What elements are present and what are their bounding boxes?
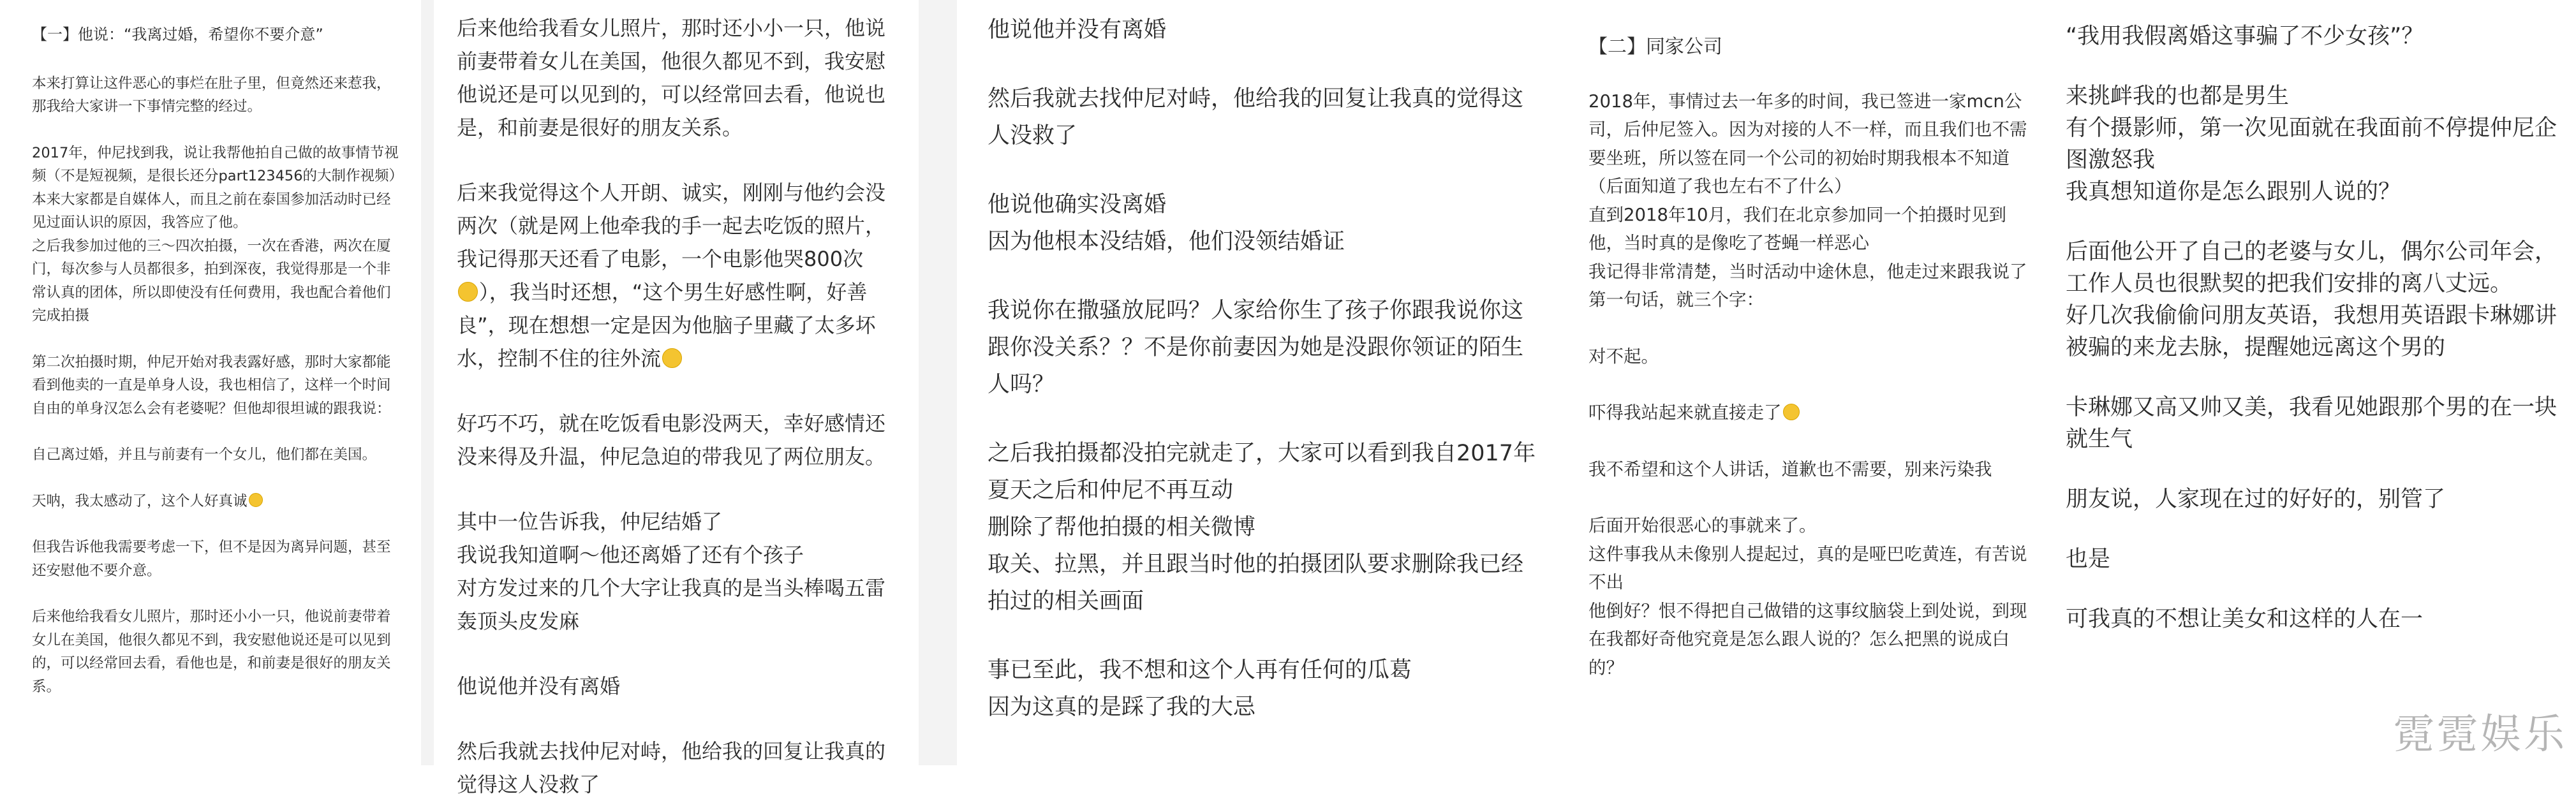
- note-panel-2: [434, 0, 919, 797]
- paragraph: 事已至此，我不想和这个人再有任何的瓜葛 因为这真的是踩了我的大忌: [988, 658, 1412, 720]
- paragraph: 然后我就去找仲尼对峙，他给我的回复让我真的觉得这人没救了: [457, 739, 886, 797]
- note-panel-1: [0, 0, 421, 765]
- paragraph: 他说他并没有离婚: [457, 674, 621, 698]
- section-title: 【一】他说：“我离过婚，希望你不要介意”: [32, 26, 323, 43]
- paragraph: 他说他并没有离婚: [988, 17, 1167, 43]
- section-title: 【二】同家公司: [1588, 36, 1722, 58]
- grin-emoji-icon: [458, 282, 478, 302]
- paragraph: 之后我拍摄都没拍完就走了，大家可以看到我自2017年夏天之后和仲尼不再互动 删除了帮他拍摄的相关微博 取关、拉黑，并且跟当时他的拍摄团队要求删除我已经拍过的相关画面: [988, 441, 1536, 614]
- watermark: 霓霓娱乐: [2394, 711, 2567, 758]
- note-panel-3: [957, 0, 1563, 765]
- paragraph-text: ），我当时还想，“这个男生好感性啊，好善良”，现在想想一定是因为他脑子里藏了太多坏水，控制不住的往外流: [457, 280, 876, 371]
- paragraph: “我用我假离婚这事骗了不少女孩”？: [2066, 24, 2424, 49]
- paragraph: 卡琳娜又高又帅又美，我看见她跟那个男的在一块就生气: [2066, 395, 2557, 452]
- paragraph: 也是: [2066, 547, 2111, 572]
- paragraph-text: 后来我觉得这个人开朗、诚实，刚刚与他约会没两次（就是网上他牵我的手一起去吃饭的照片，我记得那天还看了电影，一个电影他哭800次: [457, 180, 886, 271]
- panel-divider: [421, 0, 434, 765]
- paragraph-with-emoji: [32, 490, 403, 513]
- paragraph: 朋友说，人家现在过的好好的，别管了: [2066, 487, 2446, 512]
- note-panel-4: [1563, 0, 2048, 765]
- paragraph: 对不起。: [1588, 346, 1659, 367]
- paragraph: 本来打算让这件恶心的事烂在肚子里，但竟然还来惹我，那我给大家讲一下事情完整的经过。: [32, 75, 391, 115]
- note-panel-5: [2048, 0, 2576, 765]
- grin-emoji-icon: [249, 493, 263, 507]
- paragraph-with-emoji: [1588, 399, 2030, 427]
- paragraph: 但我告诉他我需要考虑一下，但不是因为离异问题，甚至还安慰他不要介意。: [32, 539, 391, 579]
- paragraph: 后面开始很恶心的事就来了。 这件事我从未像别人提起过，真的是哑巴吃黄连，有苦说不出 他倒好？恨不得把自己做错的这事纹脑袋上到处说，到现在我都好奇他究竟是怎么跟人说的？怎么把黑的说成白的？: [1588, 515, 2027, 678]
- paragraph: 我不希望和这个人讲话，道歉也不需要，别来污染我: [1588, 459, 1992, 480]
- paragraph-with-emoji: [457, 176, 899, 375]
- panel-divider: [919, 0, 957, 765]
- paragraph: 来挑衅我的也都是男生 有个摄影师，第一次见面就在我面前不停提仲尼企图激怒我 我真想知道你是怎么跟别人说的？: [2066, 84, 2557, 205]
- paragraph: 2018年，事情过去一年多的时间，我已签进一家mcn公司，后仲尼签入。因为对接的人不一样，而且我们也不需要坐班，所以签在同一个公司的初始时期我根本不知道 （后面知道了我也左右不了什么） 直到2018年10月，我们在北京参加同一个拍摄时见到他，当时真的是像吃了苍蝇一样恶心 我记得非常清楚，当时活动中途休息，他走过来跟我说了第一句话，就三个字：: [1588, 91, 2027, 310]
- paragraph: 可我真的不想让美女和这样的人在一: [2066, 606, 2424, 632]
- paragraph-text: 吓得我站起来就直接走了: [1588, 402, 1782, 423]
- paragraph: 我说你在撒骚放屁吗？人家给你生了孩子你跟我说你这跟你没关系？？不是你前妻因为她是没跟你领证的陌生人吗？: [988, 298, 1524, 397]
- paragraph: 后面他公开了自己的老婆与女儿，偶尔公司年会，工作人员也很默契的把我们安排的离八丈远。 好几次我偷偷问朋友英语，我想用英语跟卡琳娜讲被骗的来龙去脉，提醒她远离这个男的: [2066, 239, 2557, 360]
- paragraph: 然后我就去找仲尼对峙，他给我的回复让我真的觉得这人没救了: [988, 86, 1524, 149]
- paragraph: 好巧不巧，就在吃饭看电影没两天，幸好感情还没来得及升温，仲尼急迫的带我见了两位朋友。: [457, 411, 886, 469]
- paragraph: 他说他确实没离婚 因为他根本没结婚，他们没领结婚证: [988, 192, 1345, 254]
- paragraph-text: 天呐，我太感动了，这个人好真诚: [32, 492, 248, 510]
- paragraph: 第二次拍摄时期，仲尼开始对我表露好感，那时大家都能看到他卖的一直是单身人设，我也相信了，这样一个时间自由的单身汉怎么会有老婆呢？但他却很坦诚的跟我说：: [32, 353, 391, 417]
- paragraph: 后来他给我看女儿照片，那时还小小一只，他说前妻带着女儿在美国，他很久都见不到，我安慰他说还是可以见到的，可以经常回去看，他说也是，和前妻是很好的朋友关系。: [457, 16, 886, 140]
- grin-emoji-icon: [1783, 404, 1800, 421]
- grin-emoji-icon: [662, 348, 682, 368]
- paragraph: 自己离过婚，并且与前妻有一个女儿，他们都在美国。: [32, 446, 377, 463]
- paragraph: 其中一位告诉我，仲尼结婚了 我说我知道啊～他还离婚了还有个孩子 对方发过来的几个大字让我真的是当头棒喝五雷轰顶头皮发麻: [457, 510, 886, 633]
- paragraph: 后来他给我看女儿照片，那时还小小一只，他说前妻带着女儿在美国，他很久都见不到，我安慰他说还是可以见到的，可以经常回去看，看他也是，和前妻是很好的朋友关系。: [32, 608, 391, 695]
- paragraph: 2017年，仲尼找到我，说让我帮他拍自己做的故事情节视频（不是短视频，是很长还分part123456的大制作视频）本来大家都是自媒体人，而且之前在泰国参加活动时已经见过面认识的原因，我答应了他。 之后我参加过他的三～四次拍摄，一次在香港，两次在厦门，每次参与人员都很多，拍到深夜，我觉得那是一个非常认真的团体，所以即使没有任何费用，我也配合着他们完成拍摄: [32, 144, 399, 324]
